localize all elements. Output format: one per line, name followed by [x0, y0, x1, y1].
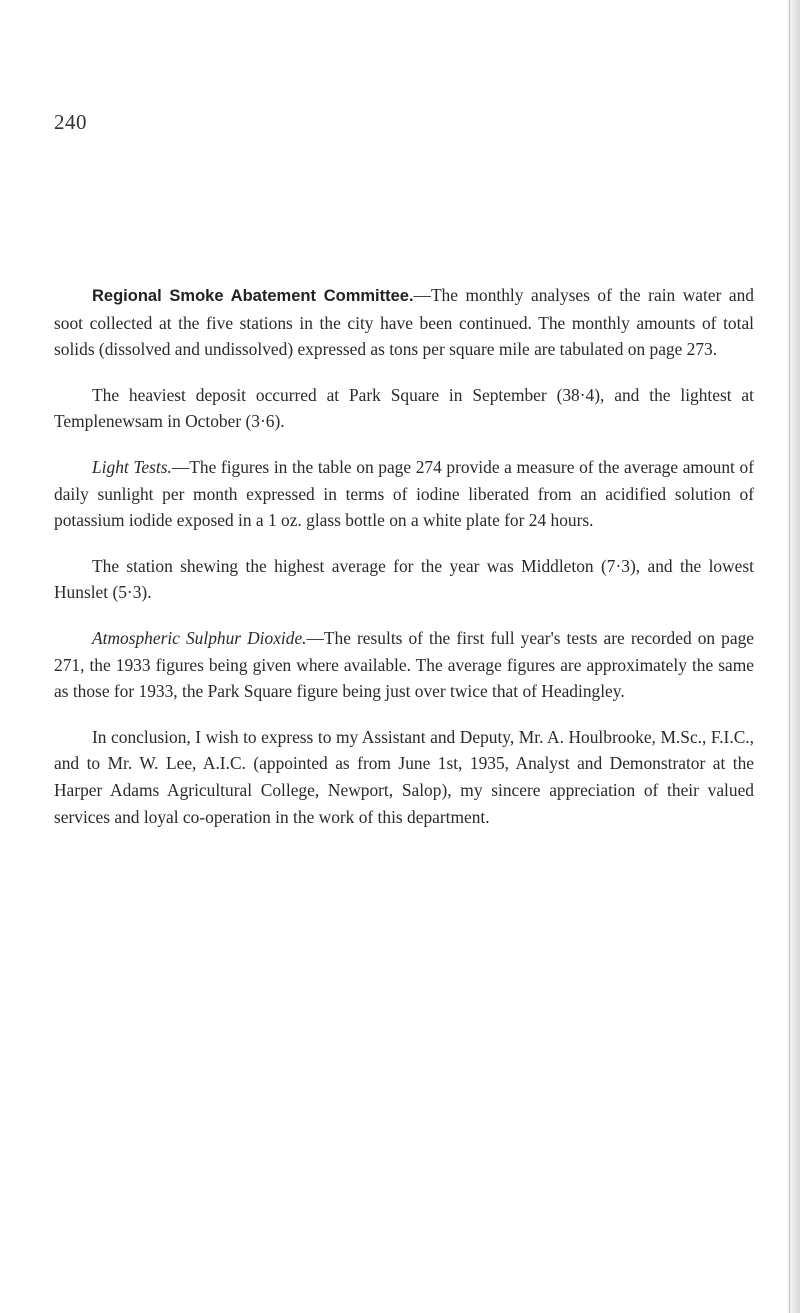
section-heading-light-tests: Light Tests. — [92, 456, 172, 477]
paragraph-text: The heaviest deposit occurred at Park Square in September (38·4), and the lightest at Templenewsam in October (3·6). — [54, 384, 754, 432]
section-heading-sulphur-dioxide: Atmospheric Sulphur Dioxide. — [92, 627, 307, 648]
section-heading-smoke-abatement: Regional Smoke Abatement Committee. — [92, 287, 414, 305]
page-number: 240 — [54, 110, 87, 134]
paragraph-text: In conclusion, I wish to express to my Assistant and Deputy, Mr. A. Houlbrooke, M.Sc., F.I.C., and to Mr. W. Lee, A.I.C. (appointed as from June 1st, 1935, Analyst and Demonstrator at the Harper Adams Agricultural College, Newport, Salop), my sincere appreciation of their valued services and loyal co-operation in the work of this department. — [54, 726, 754, 827]
paragraph-text: The station shewing the highest average for the year was Middleton (7·3), and the lowest Hunslet (5·3). — [54, 555, 754, 603]
paragraph-text: —The figures in the table on page 274 provide a measure of the average amount of daily sunlight per month expressed in terms of iodine liberated from an acidified solution of potassium iodide exposed in a 1 oz. glass bottle on a white plate for 24 hours. — [54, 456, 754, 531]
paragraph-text: —The results of the first full year's tests are recorded on page 271, the 1933 figures being given where available. The average figures are approximately the same as those for 1933, the Park Square figure being just over twice that of Headingley. — [54, 627, 754, 702]
paragraph-text: —The monthly analyses of the rain water and soot collected at the five stations in the city have been continued. The monthly amounts of total solids (dissolved and undissolved) expressed as tons per square mile are tabulated on page 273. — [54, 285, 754, 360]
page-edge-line — [789, 0, 790, 1313]
paragraph-sulphur-dioxide — [54, 625, 754, 705]
paragraph-conclusion — [54, 724, 754, 830]
paragraph-station-averages — [54, 553, 754, 606]
paragraph-light-tests — [54, 454, 754, 534]
paragraph-heaviest-deposit — [54, 382, 754, 435]
document-body — [54, 282, 754, 849]
paragraph-smoke-abatement — [54, 282, 754, 363]
